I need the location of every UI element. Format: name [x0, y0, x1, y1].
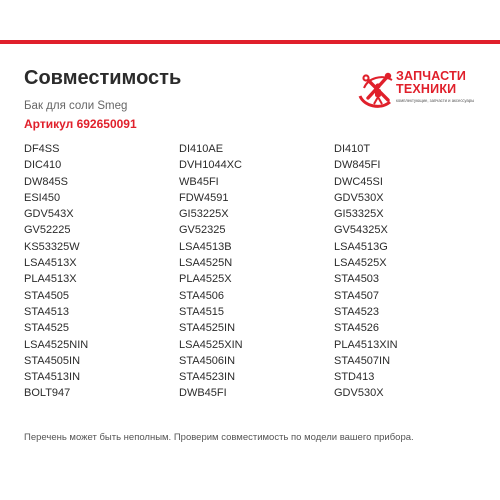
product-subtitle: Бак для соли Smeg [24, 100, 128, 112]
logo-text-line1: ЗАПЧАСТИ [396, 69, 467, 83]
header [24, 66, 324, 132]
model-item: DW845S [24, 175, 69, 188]
model-item: GI53225X [179, 208, 229, 221]
article-number: Артикул 692650091 [24, 117, 137, 131]
model-item: DWB45FI [179, 387, 227, 400]
model-item: DF4SS [24, 143, 60, 155]
model-item: KS53325W [24, 240, 80, 253]
model-item: STD413 [334, 371, 375, 384]
model-item: STA4505 [24, 289, 70, 302]
model-item: LSA4525NIN [24, 338, 89, 351]
model-item: WB45FI [179, 175, 219, 188]
model-item: STA4525 [24, 322, 70, 335]
model-item: DWC45SI [334, 175, 383, 188]
model-item: DI410T [334, 143, 371, 155]
model-item: LSA4513G [334, 240, 388, 253]
brand-logo [356, 66, 486, 110]
model-item: GDV530X [334, 191, 384, 204]
models-column-1 [24, 141, 179, 402]
model-item: STA4513IN [24, 371, 81, 384]
model-item: STA4526 [334, 322, 380, 335]
model-item: PLA4525X [179, 273, 232, 286]
model-item: STA4505IN [24, 354, 81, 367]
model-item: LSA4525XIN [179, 338, 243, 351]
model-item: STA4513 [24, 305, 70, 318]
model-item: STA4523IN [179, 371, 236, 384]
model-item: GDV530X [334, 387, 384, 400]
top-accent-bar [0, 40, 500, 44]
model-item: BOLT947 [24, 387, 71, 400]
logo-text-line2: ТЕХНИКИ [396, 82, 457, 96]
model-item: STA4515 [179, 305, 225, 318]
model-item: GV52225 [24, 224, 71, 237]
model-item: PLA4513XIN [334, 338, 398, 351]
model-item: FDW4591 [179, 191, 229, 204]
model-item: STA4507IN [334, 354, 391, 367]
models-column-2 [179, 141, 334, 402]
compatible-models-list [24, 141, 484, 402]
logo-tagline: комплектующие, запчасти и аксессуары [396, 98, 475, 103]
model-item: STA4525IN [179, 322, 236, 335]
model-item: LSA4525X [334, 257, 387, 270]
model-item: STA4507 [334, 289, 380, 302]
disclaimer-note: Перечень может быть неполным. Проверим совместимость по модели вашего прибора. [24, 432, 414, 443]
model-item: DIC410 [24, 159, 62, 172]
model-item: DW845FI [334, 159, 381, 172]
model-item: STA4506IN [179, 354, 236, 367]
model-item: ESI450 [24, 191, 61, 204]
model-item: LSA4525N [179, 257, 233, 270]
model-item: STA4523 [334, 305, 380, 318]
model-item: STA4503 [334, 273, 380, 286]
model-item: GV54325X [334, 224, 388, 237]
model-item: DVH1044XC [179, 159, 242, 172]
model-item: GV52325 [179, 224, 226, 237]
model-item: GDV543X [24, 208, 74, 221]
models-column-3 [334, 141, 484, 402]
model-item: DI410AE [179, 143, 224, 155]
model-item: GI53325X [334, 208, 384, 221]
model-item: LSA4513X [24, 257, 77, 270]
model-item: STA4506 [179, 289, 225, 302]
model-item: LSA4513B [179, 240, 232, 253]
page-title: Совместимость [24, 67, 182, 89]
model-item: PLA4513X [24, 273, 77, 286]
repair-tools-logo-icon [356, 66, 398, 110]
